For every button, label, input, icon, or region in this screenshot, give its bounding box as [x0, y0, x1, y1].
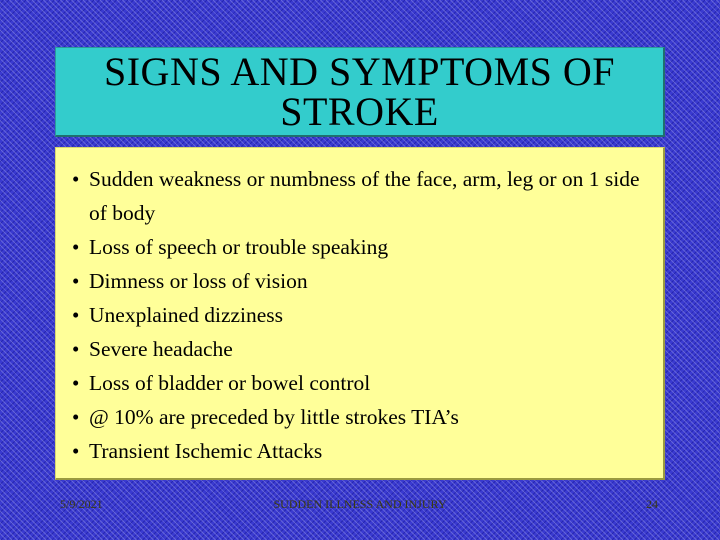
bullet-item — [60, 298, 657, 332]
bullet-item — [60, 162, 657, 230]
slide-title-line-1: SIGNS AND SYMPTOMS OF — [103, 48, 616, 94]
bullet-icon: • — [72, 303, 80, 327]
bullet-text: Loss of bladder or bowel control — [89, 371, 371, 395]
bullet-list — [56, 148, 663, 468]
content-box — [55, 147, 665, 480]
footer-title: SUDDEN ILLNESS AND INJURY — [273, 497, 447, 511]
bullet-icon: • — [72, 371, 80, 395]
bullet-item — [60, 400, 657, 434]
bullet-item — [60, 434, 657, 468]
bullet-item — [60, 366, 657, 400]
bullet-text: @ 10% are preceded by little strokes TIA’s — [89, 405, 459, 429]
bullet-icon: • — [72, 439, 80, 463]
bullet-item — [60, 230, 657, 264]
bullet-icon: • — [72, 269, 80, 293]
bullet-item — [60, 332, 657, 366]
bullet-icon: • — [72, 405, 80, 429]
bullet-text: Severe headache — [89, 337, 233, 361]
slide-title-box — [55, 47, 665, 137]
bullet-text: Unexplained dizziness — [89, 303, 284, 327]
bullet-text: Sudden weakness or numbness of the face, arm, leg or on 1 side of body — [89, 167, 640, 225]
bullet-text: Dimness or loss of vision — [89, 269, 308, 293]
bullet-icon: • — [72, 235, 80, 259]
footer-date: 5/9/2021 — [60, 497, 103, 511]
bullet-text: Transient Ischemic Attacks — [89, 439, 323, 463]
slide-title-line-2: STROKE — [280, 88, 439, 134]
bullet-icon: • — [72, 167, 80, 191]
bullet-icon: • — [72, 337, 80, 361]
slide-title — [103, 48, 616, 134]
bullet-text: Loss of speech or trouble speaking — [89, 235, 389, 259]
bullet-item — [60, 264, 657, 298]
footer-page-number: 24 — [646, 497, 658, 511]
